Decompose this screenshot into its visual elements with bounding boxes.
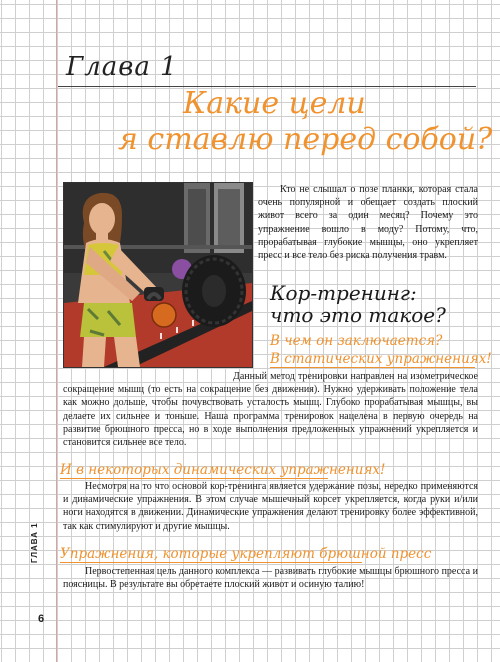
- subheading-underline: [270, 367, 475, 368]
- page-title-line2: я ставлю перед собой?: [118, 122, 493, 157]
- notebook-margin-line: [56, 0, 57, 662]
- intro-paragraph: Кто не слышал о позе планки, которая стала очень популярной и обещает создать плоский живот всего за один месяц? Почему это упражнение вошло в моду? Потому, что, прорабатывая глубокие мышцы, оно укрепляет пресс и все тело без риска получения травм.: [258, 184, 478, 262]
- subheading-dynamic: И в некоторых динамических упражнениях!: [60, 462, 386, 478]
- subheading-underline: [60, 478, 328, 479]
- subheading-line1: В чем он заключается?: [270, 333, 443, 349]
- chapter-label: Глава 1: [66, 52, 178, 82]
- side-chapter-label: ГЛАВА 1: [30, 522, 39, 563]
- illustration-svg: [64, 183, 252, 367]
- abs-exercises-paragraph: Первостепенная цель данного комплекса — развивать глубокие мышцы брюшного пресса и поясницы. В результате вы обретаете плоский живот и осиную талию!: [63, 566, 478, 591]
- subheading-abs-exercises: Упражнения, которые укрепляют брюшной пресс: [60, 546, 432, 562]
- subheading-what-is-it: [270, 332, 492, 368]
- page-number: 6: [38, 613, 45, 625]
- section-heading-line2: что это такое?: [270, 303, 446, 327]
- subheading-line2: В статических упражнениях!: [270, 351, 492, 367]
- dynamic-exercises-paragraph: Несмотря на то что основой кор-тренинга является удержание позы, нередко применяются и динамические упражнения. В этом случае мышечный корсет укрепляется, когда руки и/или ноги находятся в движении. Динамические упражнения делают тренировку более эффективной, так как стимулируют и другие мышцы.: [63, 481, 478, 532]
- subheading-underline: [60, 562, 362, 563]
- woman-kettlebell-illustration: [63, 182, 253, 368]
- section-heading: [270, 282, 446, 326]
- section-heading-line1: Кор-тренинг:: [270, 281, 417, 305]
- page-title-line1: Какие цели: [183, 86, 366, 121]
- static-exercises-paragraph: Данный метод тренировки направлен на изометрическое сокращение мышц (то есть на сокращение без движения). Нужно удерживать положение тела как можно дольше, чтобы почувствовать усталость мышц. Глубоко прорабатывая мышцы, вы делаете их сильнее и тоньше. Наша программа тренировок нацелена в первую очередь на развитие брюшного пресса, но в ходе выполнения предложенных упражнений укрепляется и становится сильнее все тело.: [63, 371, 478, 449]
